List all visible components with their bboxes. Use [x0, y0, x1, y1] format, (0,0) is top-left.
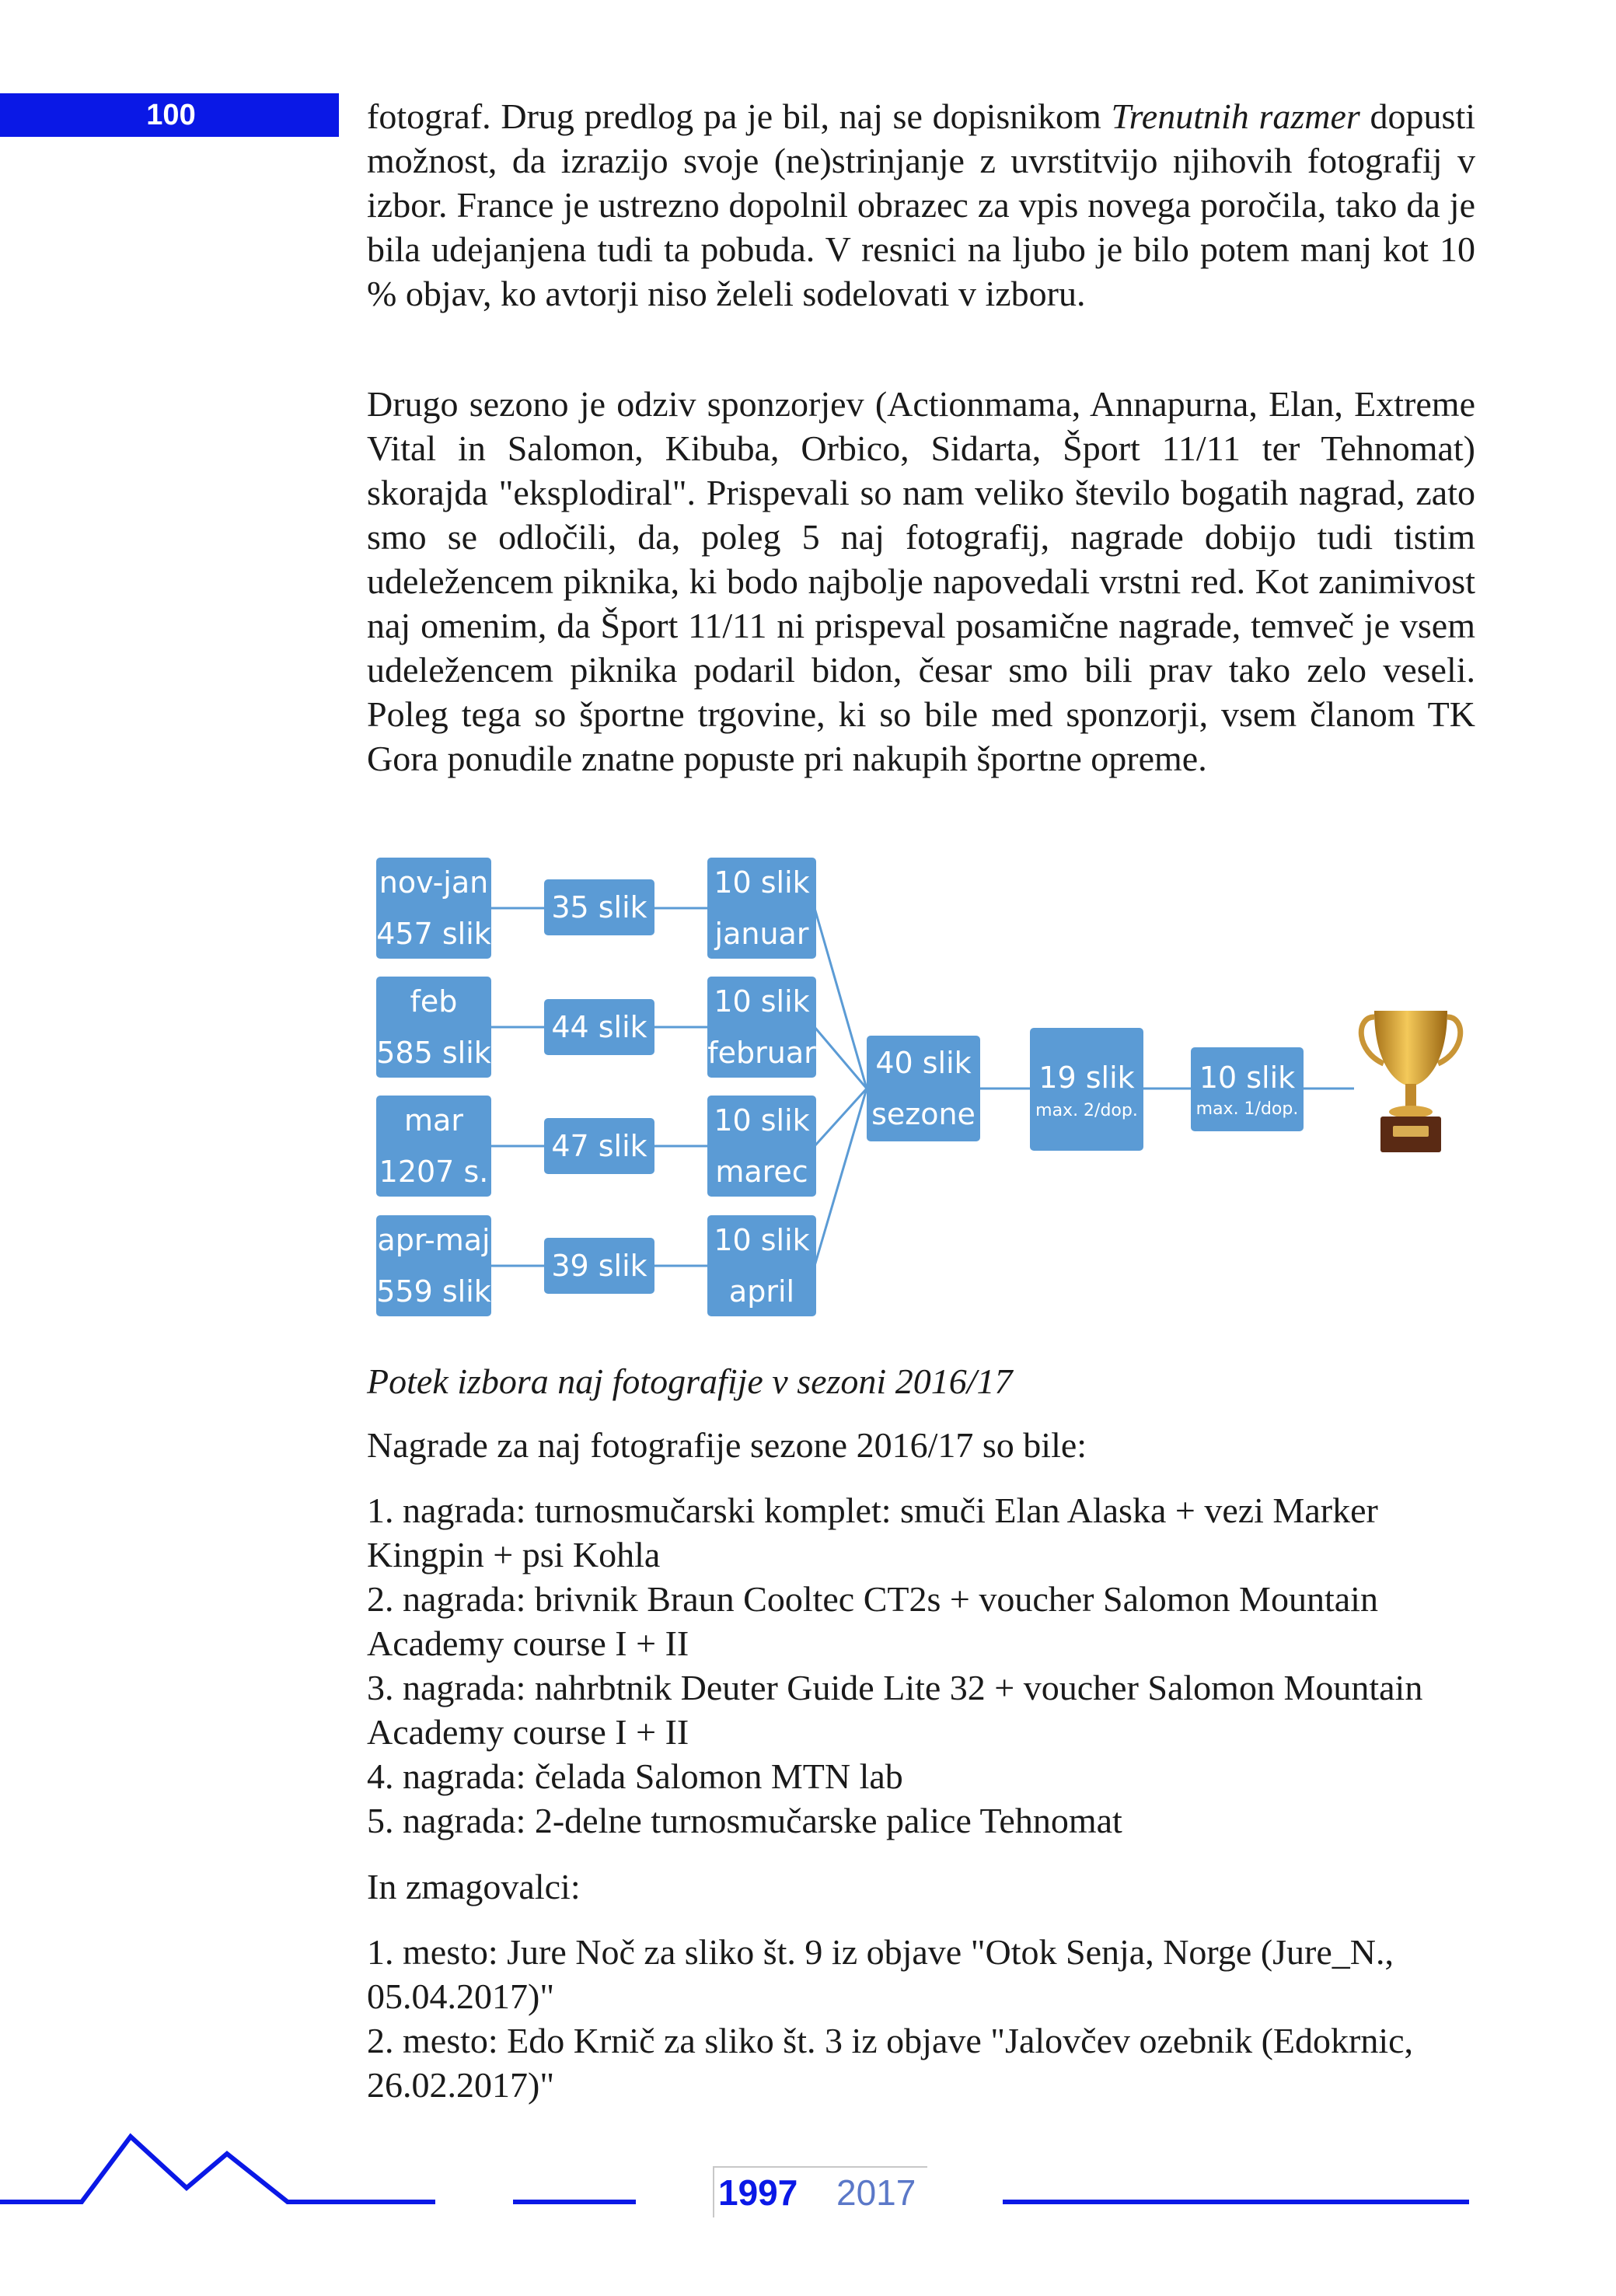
period-box-feb — [376, 977, 491, 1078]
monthly-label: februar — [707, 1036, 816, 1070]
prizes-intro: Nagrade za naj fotografije sezone 2016/17 so bile: — [367, 1425, 1087, 1465]
monthly-count: 10 slik — [714, 984, 810, 1019]
winners-list — [367, 1930, 1486, 2107]
prizes-list — [367, 1488, 1486, 1843]
period-count: 1207 s. — [379, 1155, 489, 1189]
monthly-box-februar — [707, 977, 816, 1078]
paragraph-2 — [367, 382, 1475, 781]
selection-box-2 — [544, 999, 654, 1055]
selection-box-3 — [544, 1118, 654, 1174]
page-number: 100 — [146, 99, 196, 131]
round-2-box — [1030, 1028, 1143, 1151]
round-2-count: 19 slik — [1038, 1061, 1135, 1095]
selection-count: 39 slik — [551, 1249, 647, 1283]
footer-year-end: 2017 — [836, 2172, 916, 2213]
prize-item: 2. nagrada: brivnik Braun Cooltec CT2s + voucher Salomon Mountain Academy course I + II — [367, 1579, 1378, 1663]
paragraph-1-rest: dopusti možnost, da izrazijo svoje (ne)strinjanje z uvrstitvijo njihovih fotografij v izbor. France je ustrezno dopolnil obrazec za vpis novega poročila, tako da je bila udejanjena tudi ta pobuda. V resnici na ljubo je bilo potem manj kot 10 % objav, ko avtorji niso želeli sodelovati v izboru. — [367, 96, 1476, 313]
round-3-count: 10 slik — [1199, 1061, 1296, 1095]
paragraph-1 — [367, 94, 1475, 316]
period-box-mar — [376, 1096, 491, 1197]
prize-item: 4. nagrada: čelada Salomon MTN lab — [367, 1756, 903, 1796]
season-label: sezone — [871, 1097, 976, 1131]
monthly-label: marec — [715, 1155, 808, 1189]
period-count: 585 slik — [376, 1036, 491, 1070]
period-label: feb — [410, 984, 458, 1019]
monthly-box-marec — [707, 1096, 816, 1197]
round-3-box — [1191, 1047, 1304, 1131]
monthly-count: 10 slik — [714, 1103, 810, 1138]
trophy-icon — [1352, 1003, 1469, 1158]
period-count: 559 slik — [376, 1274, 491, 1309]
period-label: apr-maj — [377, 1223, 490, 1257]
selection-count: 35 slik — [551, 890, 647, 924]
period-label: mar — [404, 1103, 463, 1138]
publication-title: Trenutnih razmer — [1111, 96, 1360, 136]
prize-item: 3. nagrada: nahrbtnik Deuter Guide Lite 32 + voucher Salomon Mountain Academy course I + II — [367, 1668, 1423, 1752]
prize-item: 1. nagrada: turnosmučarski komplet: smuči Elan Alaska + vezi Marker Kingpin + psi Kohla — [367, 1490, 1378, 1574]
monthly-box-april — [707, 1215, 816, 1316]
season-box — [867, 1036, 980, 1141]
paragraph-1-start: fotograf. Drug predlog pa je bil, naj se dopisnikom — [367, 96, 1112, 136]
period-box-nov-jan — [376, 858, 491, 959]
winner-item: 1. mesto: Jure Noč za sliko št. 9 iz objave "Otok Senja, Norge (Jure_N., 05.04.2017)" — [367, 1932, 1394, 2016]
round-2-limit: max. 2/dop. — [1035, 1101, 1138, 1120]
paragraph-2-text: Drugo sezono je odziv sponzorjev (Actionmama, Annapurna, Elan, Extreme Vital in Salomon, Kibuba, Orbico, Sidarta, Šport 11/11 ter Tehnomat) skorajda "eksplodiral". Prispevali so nam veliko število bogatih nagrad, zato smo se odločili, da, poleg 5 naj fotografij, nagrade dobijo tudi tistim udeležencem piknika, ki bodo najbolje napovedali vrstni red. Kot zanimivost naj omenim, da Šport 11/11 ni prispeval posamične nagrade, temveč je vsem udeležencem piknika podaril bidon, česar smo bili prav tako zelo veseli. Poleg tega so športne trgovine, ki so bile med sponzorji, vsem članom TK Gora ponudile znatne popuste pri nakupih športne opreme. — [367, 384, 1475, 778]
winners-intro: In zmagovalci: — [367, 1867, 581, 1906]
footer-year-start: 1997 — [718, 2172, 798, 2213]
selection-box-1 — [544, 879, 654, 935]
monthly-label: januar — [714, 917, 809, 951]
selection-count: 44 slik — [551, 1010, 647, 1044]
period-box-apr-maj — [376, 1215, 491, 1316]
figure-caption: Potek izbora naj fotografije v sezoni 2016/17 — [367, 1361, 1013, 1401]
monthly-label: april — [728, 1274, 795, 1309]
selection-box-4 — [544, 1238, 654, 1294]
period-count: 457 slik — [376, 917, 491, 951]
winner-item: 2. mesto: Edo Krnič za sliko št. 3 iz objave "Jalovčev ozebnik (Edokrnic, 26.02.2017)" — [367, 2021, 1414, 2105]
prize-item: 5. nagrada: 2-delne turnosmučarske palice Tehnomat — [367, 1801, 1122, 1840]
monthly-count: 10 slik — [714, 865, 810, 900]
selection-count: 47 slik — [551, 1129, 647, 1163]
footer-rule-right — [1003, 2200, 1469, 2204]
round-3-limit: max. 1/dop. — [1195, 1099, 1299, 1119]
monthly-box-januar — [707, 858, 816, 959]
period-label: nov-jan — [379, 865, 489, 900]
season-count: 40 slik — [875, 1046, 972, 1080]
mountain-outline-decoration — [0, 2123, 700, 2216]
monthly-count: 10 slik — [714, 1223, 810, 1257]
